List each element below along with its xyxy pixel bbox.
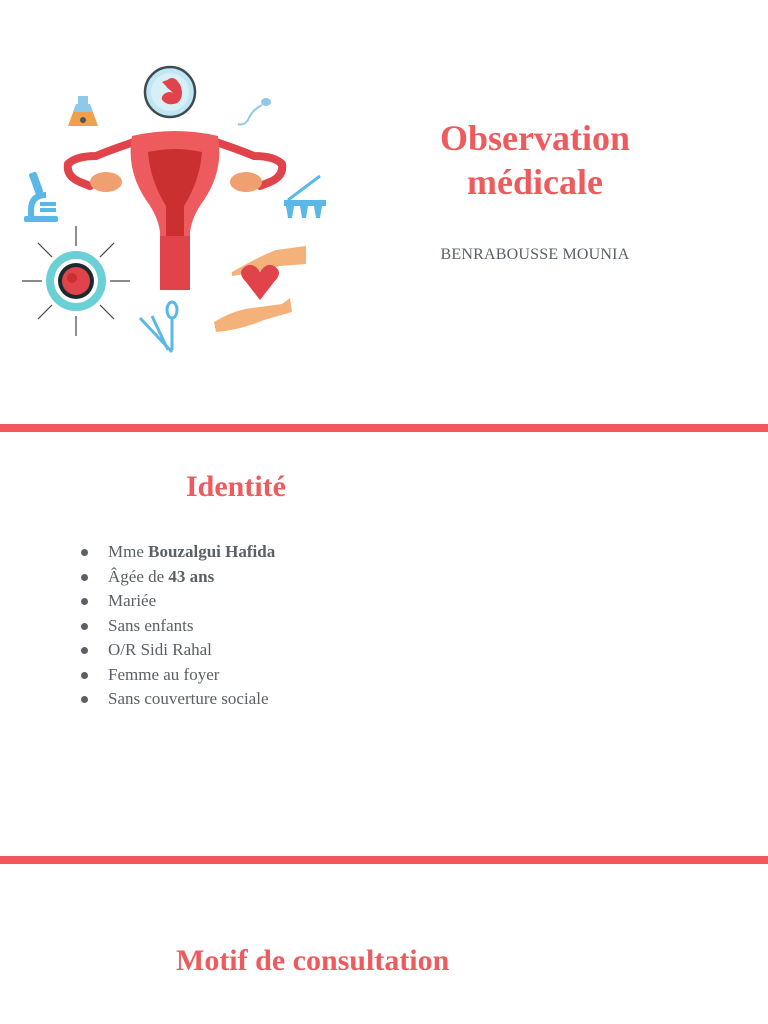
title-line-2: médicale: [467, 162, 603, 202]
presentation-title: [380, 116, 690, 204]
ovum-icon: [22, 226, 130, 336]
identite-title: Identité: [186, 470, 286, 503]
list-item: [80, 614, 275, 639]
cover-slide: [0, 0, 768, 424]
list-item: [80, 663, 275, 688]
list-item: [80, 565, 275, 590]
scissors-forceps-icon: [140, 302, 177, 352]
list-item: [80, 589, 275, 614]
item-bold-text: 43 ans: [168, 566, 215, 586]
motif-slide: [0, 864, 768, 1024]
item-text: Mariée: [108, 591, 157, 610]
slide-divider: [0, 856, 768, 864]
flask-icon: [68, 96, 98, 126]
item-bold-text: Bouzalgui Hafida: [148, 542, 276, 561]
list-item: [80, 687, 275, 712]
medical-illustration: [20, 60, 330, 360]
item-text: O/R Sidi Rahal: [108, 640, 212, 659]
author-name: BENRABOUSSE MOUNIA: [440, 246, 630, 263]
title-line-1: Observation: [439, 118, 630, 158]
motif-title: Motif de consultation: [176, 944, 450, 977]
item-text: Âgée de: [108, 566, 169, 586]
test-tubes-icon: [284, 176, 326, 218]
item-text: Femme au foyer: [108, 664, 220, 684]
list-item: [80, 638, 275, 663]
microscope-icon: [24, 171, 58, 222]
sperm-icon: [238, 98, 271, 125]
item-text: Mme: [108, 542, 149, 561]
list-item: [80, 540, 275, 565]
item-text: Sans enfants: [108, 615, 194, 635]
identite-list: [80, 540, 275, 712]
identite-slide: [0, 432, 768, 856]
slide-divider: [0, 424, 768, 432]
heart-in-hands-icon: [214, 246, 306, 332]
item-text: Sans couverture sociale: [108, 689, 269, 708]
embryo-icon: [145, 67, 195, 117]
